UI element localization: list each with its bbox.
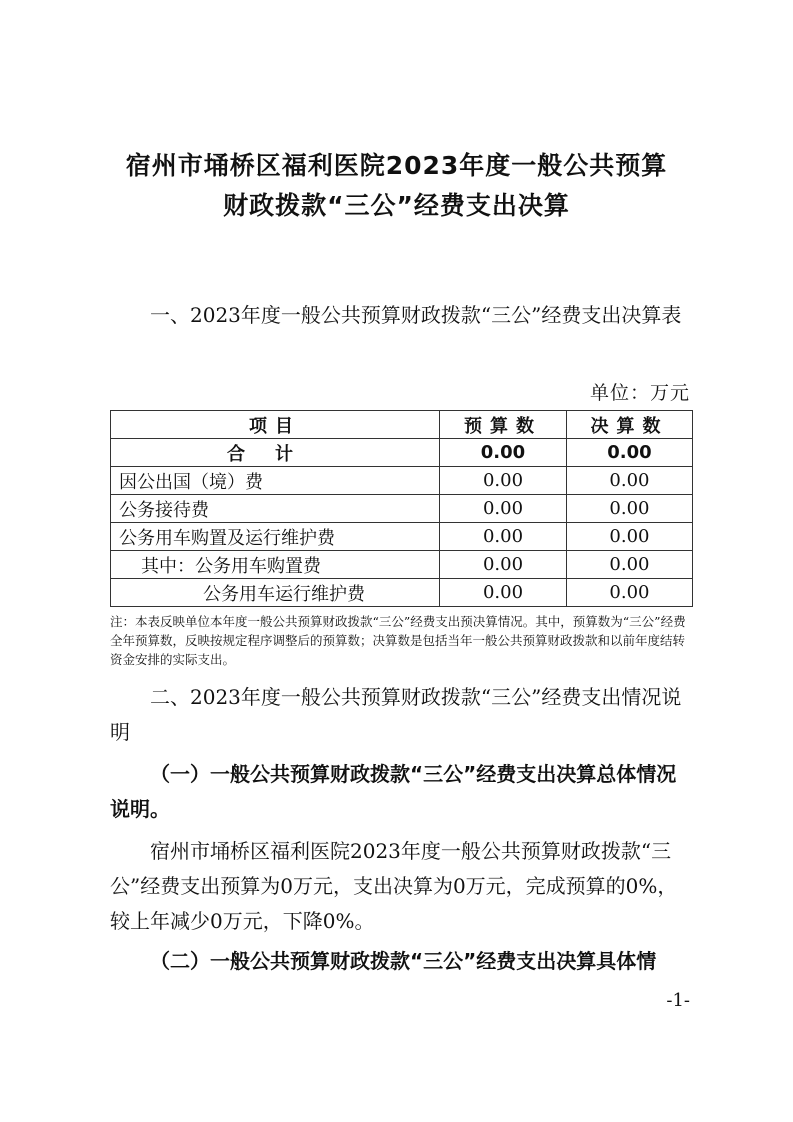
row-budget: 0.00 [440,523,567,551]
row-budget: 0.00 [440,495,567,523]
header-budget: 预算数 [440,411,567,439]
table-row [111,495,693,523]
row-final: 0.00 [566,523,692,551]
overall-description-paragraph: 宿州市埇桥区福利医院2023年度一般公共预算财政拨款“三公”经费支出预算为0万元，支出决算为0万元，完成预算的0%，较上年减少0万元，下降0%。 [110,839,678,933]
row-budget: 0.00 [440,439,567,467]
section1-heading: 一、2023年度一般公共预算财政拨款“三公”经费支出决算表 [150,303,682,327]
row-item: 合计 [111,439,440,467]
subsection2-heading: （二）一般公共预算财政拨款“三公”经费支出决算具体情 [150,949,657,973]
table-row [111,579,693,607]
row-budget: 0.00 [440,579,567,607]
table-header-row [111,411,693,439]
document-title-line2: 财政拨款“三公”经费支出决算 [223,191,570,220]
header-item: 项目 [111,411,440,439]
row-budget: 0.00 [440,551,567,579]
row-final: 0.00 [566,551,692,579]
row-final: 0.00 [566,439,692,467]
row-item: 公务用车购置及运行维护费 [111,523,440,551]
three-public-expenses-table [110,410,693,607]
row-final: 0.00 [566,579,692,607]
row-item: 公务用车运行维护费 [111,579,440,607]
subsection1-heading: （一）一般公共预算财政拨款“三公”经费支出决算总体情况说明。 [110,762,677,821]
row-item: 公务接待费 [111,495,440,523]
table-row [111,551,693,579]
section2-heading: 二、2023年度一般公共预算财政拨款“三公”经费支出情况说明 [110,685,682,744]
row-item: 因公出国（境）费 [111,467,440,495]
row-final: 0.00 [566,495,692,523]
row-budget: 0.00 [440,467,567,495]
table-row [111,467,693,495]
table-row [111,523,693,551]
table-row-total [111,439,693,467]
header-final: 决算数 [566,411,692,439]
unit-label: 单位：万元 [589,382,690,404]
row-item: 其中：公务用车购置费 [111,551,440,579]
document-title-line1: 宿州市埇桥区福利医院2023年度一般公共预算 [125,151,668,180]
page-number: -1- [666,990,690,1011]
table-note: 注：本表反映单位本年度一般公共预算财政拨款“三公”经费支出预决算情况。其中，预算数为“三公”经费全年预算数，反映按规定程序调整后的预算数；决算数是包括当年一般公共预算财政拨款和以前年度结转资金安排的实际支出。 [110,614,686,667]
row-final: 0.00 [566,467,692,495]
